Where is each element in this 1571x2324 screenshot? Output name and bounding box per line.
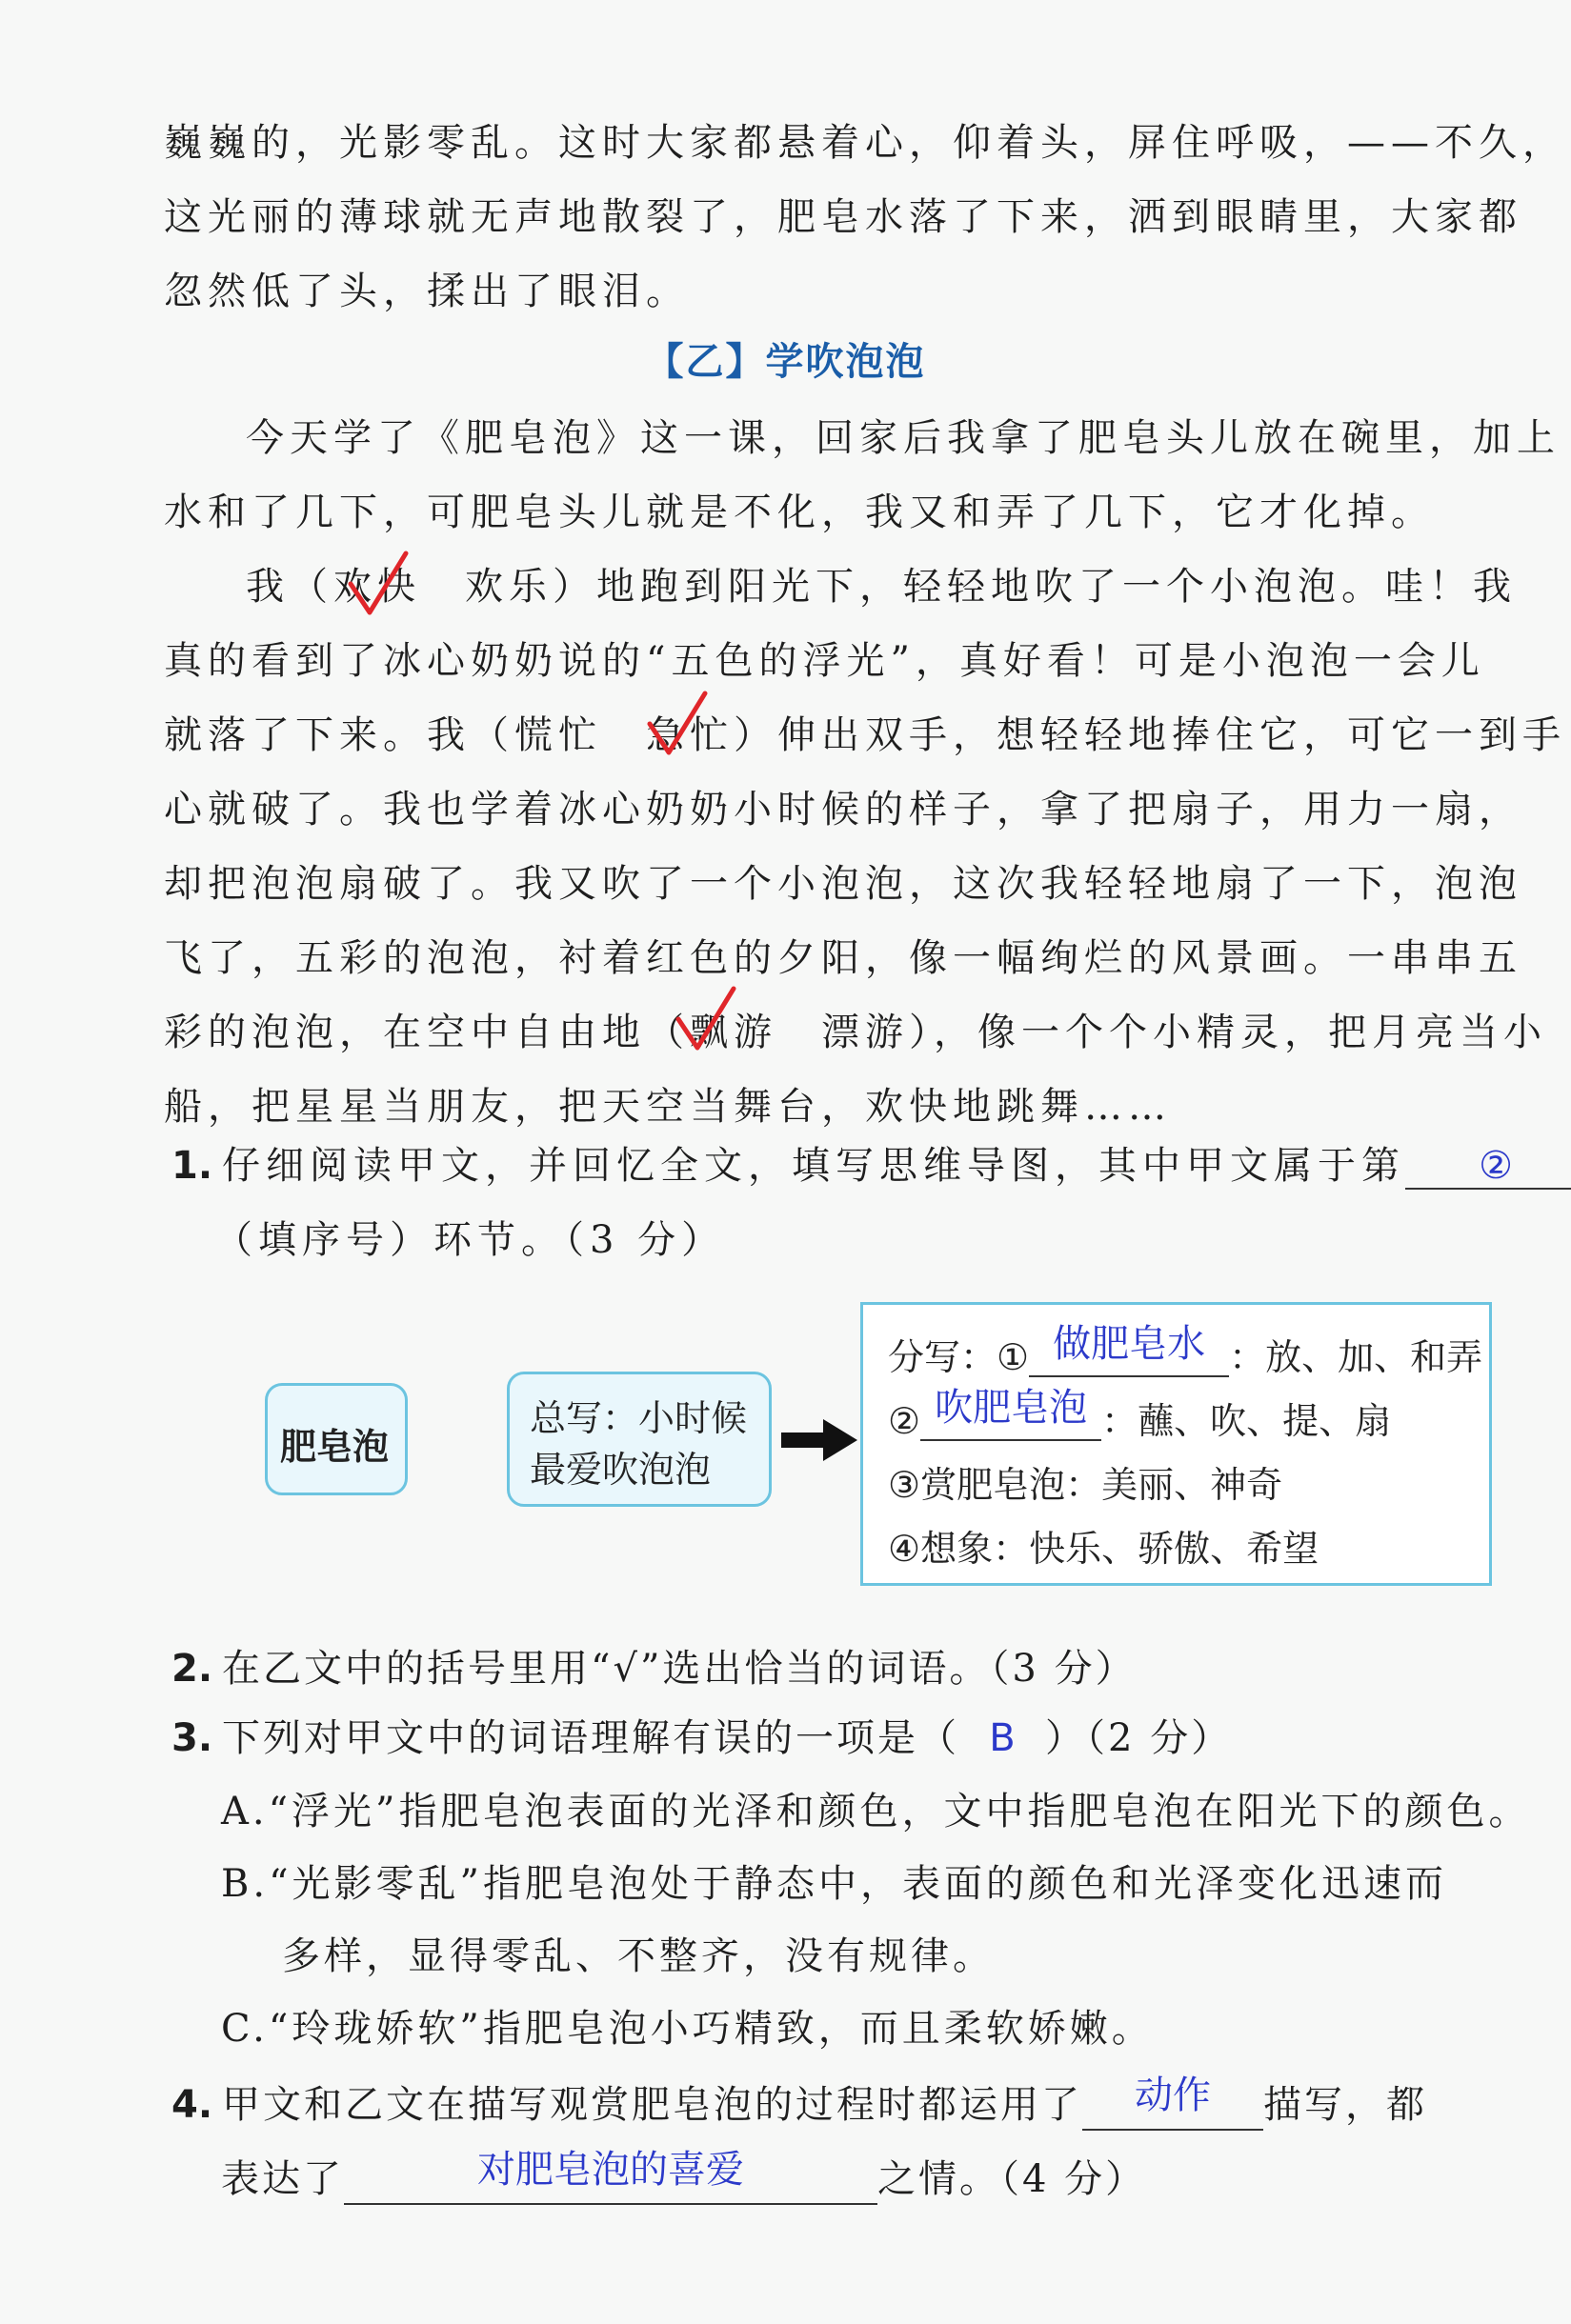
option-c: C.“玲珑娇软”指肥皂泡小巧精致，而且柔软娇嫩。 — [221, 2007, 1154, 2051]
passage-b-p2-line-7: 彩的泡泡，在空中自由地（飘游 漂游），像一个个小精灵，把月亮当小 — [164, 1011, 1547, 1054]
question-4-text: 甲文和乙文在描写观赏肥皂泡的过程时都运用了 — [222, 2083, 1083, 2127]
check-mark-icon — [644, 688, 711, 764]
check-mark-icon — [673, 983, 739, 1059]
arrow-right-icon — [781, 1419, 857, 1461]
question-number: 4. — [171, 2083, 213, 2127]
handwritten-answer: 对肥皂泡的喜爱 — [477, 2148, 744, 2192]
question-1-text: 仔细阅读甲文，并回忆全文，填写思维导图，其中甲文属于第 — [222, 1144, 1406, 1188]
answer-blank[interactable] — [1082, 2074, 1263, 2131]
question-number: 1. — [171, 1144, 213, 1188]
question-number: 2. — [171, 1647, 213, 1691]
answer-blank[interactable] — [344, 2149, 877, 2205]
passage-b-p2-line-3: 就落了下来。我（慌忙 急忙）伸出双手，想轻轻地捧住它，可它一到手 — [164, 713, 1566, 757]
option-a: A.“浮光”指肥皂泡表面的光泽和颜色，文中指肥皂泡在阳光下的颜色。 — [221, 1790, 1531, 1833]
mindmap-item-2-suffix: ：蘸、吹、提、扇 — [1101, 1400, 1392, 1442]
passage-b-p1-line-2: 水和了几下，可肥皂头儿就是不化，我又和弄了几下，它才化掉。 — [164, 491, 1435, 534]
question-2-text: 在乙文中的括号里用“√”选出恰当的词语。（3 分） — [222, 1647, 1137, 1691]
question-3-text: 下列对甲文中的词语理解有误的一项是（ — [222, 1716, 960, 1760]
mindmap-item-1-prefix: 分写：① — [888, 1336, 1030, 1378]
answer-blank[interactable] — [1405, 1144, 1571, 1190]
mindmap-summary-line-2: 最爱吹泡泡 — [530, 1449, 712, 1491]
passage-b-title: 【乙】学吹泡泡 — [645, 340, 926, 384]
handwritten-answer[interactable]: B — [989, 1716, 1016, 1760]
handwritten-answer: 做肥皂水 — [1053, 1322, 1206, 1366]
question-4-text-d: 之情。（4 分） — [877, 2157, 1147, 2201]
mindmap-item-3: ③赏肥皂泡：美丽、神奇 — [888, 1464, 1283, 1506]
question-1 — [171, 1135, 1571, 1190]
handwritten-answer: ② — [1479, 1144, 1513, 1188]
question-1-cont: （填序号）环节。（3 分） — [214, 1218, 726, 1262]
passage-b-p2-line-6: 飞了，五彩的泡泡，衬着红色的夕阳，像一幅绚烂的风景画。一串串五 — [164, 936, 1522, 980]
answer-blank[interactable] — [920, 1385, 1101, 1441]
option-b-line-2: 多样，显得零乱、不整齐，没有规律。 — [282, 1934, 995, 1978]
question-4-text-c: 表达了 — [221, 2157, 344, 2201]
question-number: 3. — [171, 1716, 213, 1760]
passage-b-p2-line-8: 船，把星星当朋友，把天空当舞台，欢快地跳舞…… — [164, 1085, 1172, 1129]
question-3 — [171, 1708, 1232, 1762]
question-4 — [171, 2074, 1427, 2131]
passage-b-p2-line-5: 却把泡泡扇破了。我又吹了一个小泡泡，这次我轻轻地扇了一下，泡泡 — [164, 862, 1522, 906]
answer-blank[interactable] — [1029, 1321, 1229, 1377]
handwritten-answer: 吹肥皂泡 — [935, 1386, 1088, 1430]
question-3-text-end: ）（2 分） — [1045, 1716, 1233, 1760]
question-2 — [171, 1638, 1137, 1693]
handwritten-answer: 动作 — [1135, 2074, 1212, 2117]
mindmap-item-1 — [888, 1322, 1483, 1383]
passage-b-p2-line-4: 心就破了。我也学着冰心奶奶小时候的样子，拿了把扇子，用力一扇， — [164, 788, 1522, 831]
question-4-text-mid: 描写，都 — [1263, 2083, 1428, 2127]
check-mark-icon — [345, 548, 412, 624]
mindmap-item-2-prefix: ② — [888, 1400, 921, 1442]
mindmap-root-label: 肥皂泡 — [280, 1426, 390, 1468]
mindmap-item-4: ④想象：快乐、骄傲、希望 — [888, 1528, 1319, 1570]
mindmap-item-1-suffix: ：放、加、和弄 — [1229, 1336, 1483, 1378]
option-b-line-1: B.“光影零乱”指肥皂泡处于静态中，表面的颜色和光泽变化迅速而 — [221, 1862, 1448, 1906]
mindmap-item-2 — [888, 1386, 1392, 1447]
passage-a-line-2: 这光丽的薄球就无声地散裂了，肥皂水落了下来，洒到眼睛里，大家都 — [164, 195, 1522, 239]
mindmap-summary-line-1: 总写：小时候 — [530, 1397, 748, 1439]
passage-b-p1-line-1: 今天学了《肥皂泡》这一课，回家后我拿了肥皂头儿放在碗里，加上 — [246, 416, 1561, 460]
passage-a-line-1: 巍巍的，光影零乱。这时大家都悬着心，仰着头，屏住呼吸，——不久， — [164, 121, 1566, 165]
passage-a-line-3: 忽然低了头，揉出了眼泪。 — [164, 270, 690, 313]
question-4-cont — [221, 2149, 1146, 2205]
passage-b-p2-line-1: 我（欢快 欢乐）地跑到阳光下，轻轻地吹了一个小泡泡。哇！我 — [246, 565, 1517, 609]
passage-b-p2-line-2: 真的看到了冰心奶奶说的“五色的浮光”，真好看！可是小泡泡一会儿 — [164, 639, 1485, 683]
